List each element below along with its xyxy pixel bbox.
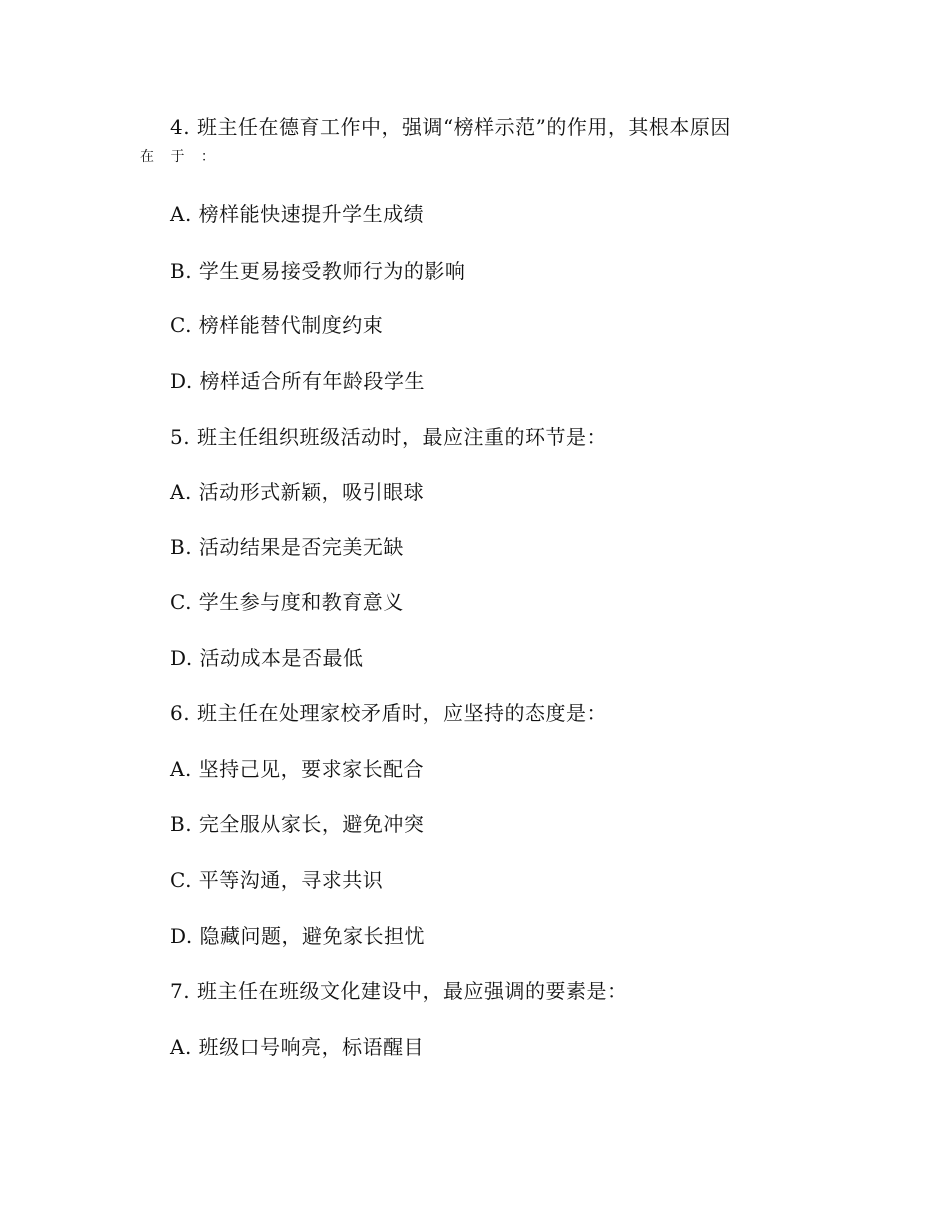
question-6-stem: 6. 班主任在处理家校矛盾时，应坚持的态度是： — [170, 701, 607, 725]
question-5-option-a: A. 活动形式新颖，吸引眼球 — [170, 480, 425, 504]
question-6-option-c: C. 平等沟通，寻求共识 — [170, 868, 384, 892]
question-6-option-a: A. 坚持己见，要求家长配合 — [170, 757, 425, 781]
question-6-option-d: D. 隐藏问题，避免家长担忧 — [170, 924, 426, 948]
question-4-option-d: D. 榜样适合所有年龄段学生 — [170, 369, 426, 393]
question-5-stem: 5. 班主任组织班级活动时，最应注重的环节是： — [170, 425, 607, 449]
question-4-option-a: A. 榜样能快速提升学生成绩 — [170, 202, 425, 226]
question-4-stem: 4. 班主任在德育工作中，强调“榜样示范”的作用，其根本原因 — [170, 115, 731, 139]
question-4-stem-continuation: 在 于 ： — [140, 149, 221, 165]
question-7-option-a: A. 班级口号响亮，标语醒目 — [170, 1035, 425, 1059]
question-7-stem: 7. 班主任在班级文化建设中，最应强调的要素是： — [170, 979, 628, 1003]
question-4-option-c: C. 榜样能替代制度约束 — [170, 313, 384, 337]
question-5-option-b: B. 活动结果是否完美无缺 — [170, 535, 404, 559]
question-5-option-c: C. 学生参与度和教育意义 — [170, 590, 404, 614]
question-6-option-b: B. 完全服从家长，避免冲突 — [170, 812, 425, 836]
question-5-option-d: D. 活动成本是否最低 — [170, 646, 364, 670]
question-4-option-b: B. 学生更易接受教师行为的影响 — [170, 259, 466, 283]
